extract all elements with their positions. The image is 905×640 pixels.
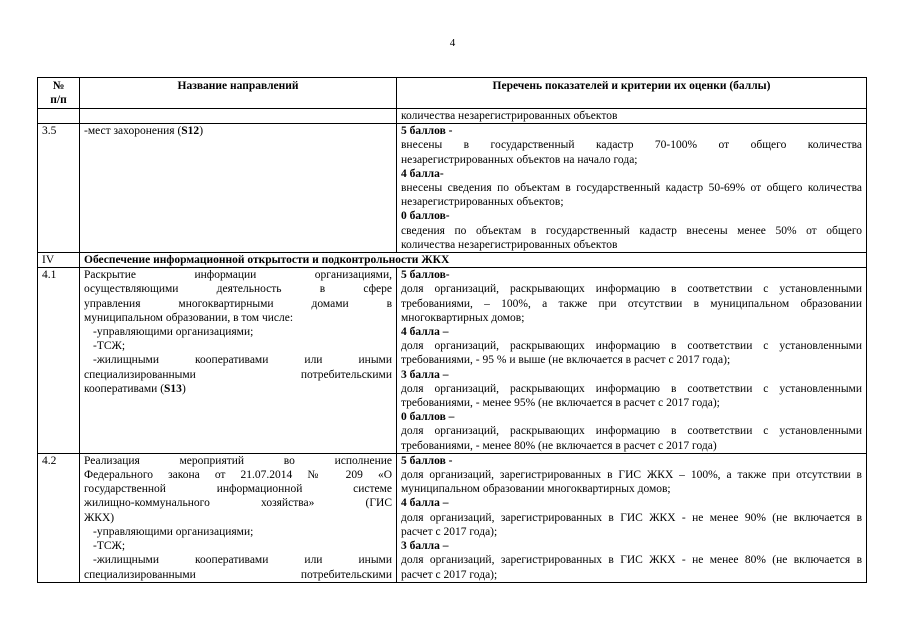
criteria-line: доля организаций, раскрывающих информацию в соответствии с установленными [401,382,862,395]
criteria-line: требованиями, - менее 80% (не включается в расчет с 2017 года) [401,439,717,452]
list-item: -управляющими организациями; [93,326,254,339]
criteria-line: внесены сведения по объектам в государственный кадастр 50-69% от общего количества [401,182,862,195]
name-line: ЖКХ) [84,511,115,524]
criteria-line: многоквартирных домов; [401,311,525,324]
name-line: муниципальном образовании, в том числе: [84,311,294,324]
criteria-cell [397,268,867,454]
list-item: специализированными потребительскими [84,568,392,581]
criteria-line: доля организаций, раскрывающих информацию в соответствии с установленными [401,340,862,353]
indicator-code: S12 [181,125,200,138]
score-label: 0 баллов – [401,411,455,424]
criteria-cell [397,453,867,582]
criteria-line: расчет с 2017 года); [401,568,498,581]
direction-name [80,453,397,582]
name-suffix: ) [199,125,204,138]
name-line: Федерального закона от 21.07.2014 № 209 «О [84,469,392,482]
name-line: управления многоквартирными домами в [84,297,392,310]
name-line: Реализация мероприятий во исполнение [84,454,392,467]
table-row [38,453,867,582]
score-label: 4 балла – [401,326,449,339]
score-label: 3 балла – [401,368,449,381]
criteria-line: количества незарегистрированных объектов [401,238,618,251]
criteria-line: доля организаций, зарегистрированных в ГИС ЖКХ - не менее 90% (не включается в [401,511,862,524]
criteria-line: доля организаций, раскрывающих информацию в соответствии с установленными [401,425,862,438]
criteria-line: требованиями, - менее 95% (не включается в расчет с 2017 года); [401,397,720,410]
name-line: жилищно-коммунального хозяйства» (ГИС [84,497,392,510]
direction-name [80,268,397,454]
continuation-num [38,109,80,124]
name-line [84,382,392,396]
criteria-table [37,77,867,583]
table-row [38,268,867,454]
table-header-row [38,78,867,109]
section-title: Обеспечение информационной открытости и подконтрольности ЖКХ [80,253,867,268]
section-number: IV [38,253,80,268]
name-line: государственной информационной системе [84,483,392,496]
name-prefix: кооперативами ( [84,382,165,395]
header-name: Название направлений [80,78,397,109]
criteria-line: доля организаций, зарегистрированных в ГИС ЖКХ - не менее 80% (не включается в [401,554,862,567]
continuation-text: количества незарегистрированных объектов [397,109,867,124]
score-label: 4 балла – [401,497,449,510]
name-line: Раскрытие информации организациями, [84,269,392,282]
score-label: 0 баллов- [401,210,450,223]
criteria-cell [397,124,867,253]
header-criteria: Перечень показателей и критерии их оценки (баллы) [397,78,867,109]
criteria-line: внесены в государственный кадастр 70-100% от общего количества [401,139,862,152]
page-number: 4 [449,37,456,49]
criteria-line: требованиями, - 95 % и выше (не включается в расчет с 2017 года); [401,354,731,367]
row-number: 4.1 [38,268,80,454]
continuation-row [38,109,867,124]
criteria-line: незарегистрированных объектов на начало года; [401,153,638,166]
name-line: осуществляющими деятельность в сфере [84,283,392,296]
row-number: 3.5 [38,124,80,253]
indicator-code: S13 [164,382,182,395]
list-item: специализированными потребительскими [84,368,392,381]
name-prefix: -мест захоронения ( [84,125,182,138]
score-label: 4 балла- [401,167,444,180]
score-label: 5 баллов - [401,125,453,138]
header-num: № п/п [38,78,80,109]
list-item: -жилищными кооперативами или иными [93,354,392,367]
section-row [38,253,867,268]
criteria-line: муниципальном образовании многоквартирных домов; [401,483,671,496]
list-item: -управляющими организациями; [93,525,254,538]
criteria-line: доля организаций, раскрывающих информацию в соответствии с установленными [401,283,862,296]
list-item: -жилищными кооперативами или иными [93,554,392,567]
score-label: 3 балла – [401,540,449,553]
continuation-name [80,109,397,124]
table-row [38,124,867,253]
score-label: 5 баллов - [401,454,453,467]
criteria-line: требованиями, – 100%, а также при отсутствии в муниципальном образовании [401,297,862,310]
criteria-line: доля организаций, зарегистрированных в ГИС ЖКХ – 100%, а также при отсутствии в [401,469,862,482]
criteria-line: расчет с 2017 года); [401,525,498,538]
score-label: 5 баллов- [401,269,450,282]
direction-name [80,124,397,253]
list-item: -ТСЖ; [93,340,126,353]
name-suffix: ) [181,382,186,395]
list-item: -ТСЖ; [93,540,126,553]
criteria-line: незарегистрированных объектов; [401,196,564,209]
row-number: 4.2 [38,453,80,582]
criteria-line: сведения по объектам в государственный кадастр внесены менее 50% от общего [401,224,862,237]
